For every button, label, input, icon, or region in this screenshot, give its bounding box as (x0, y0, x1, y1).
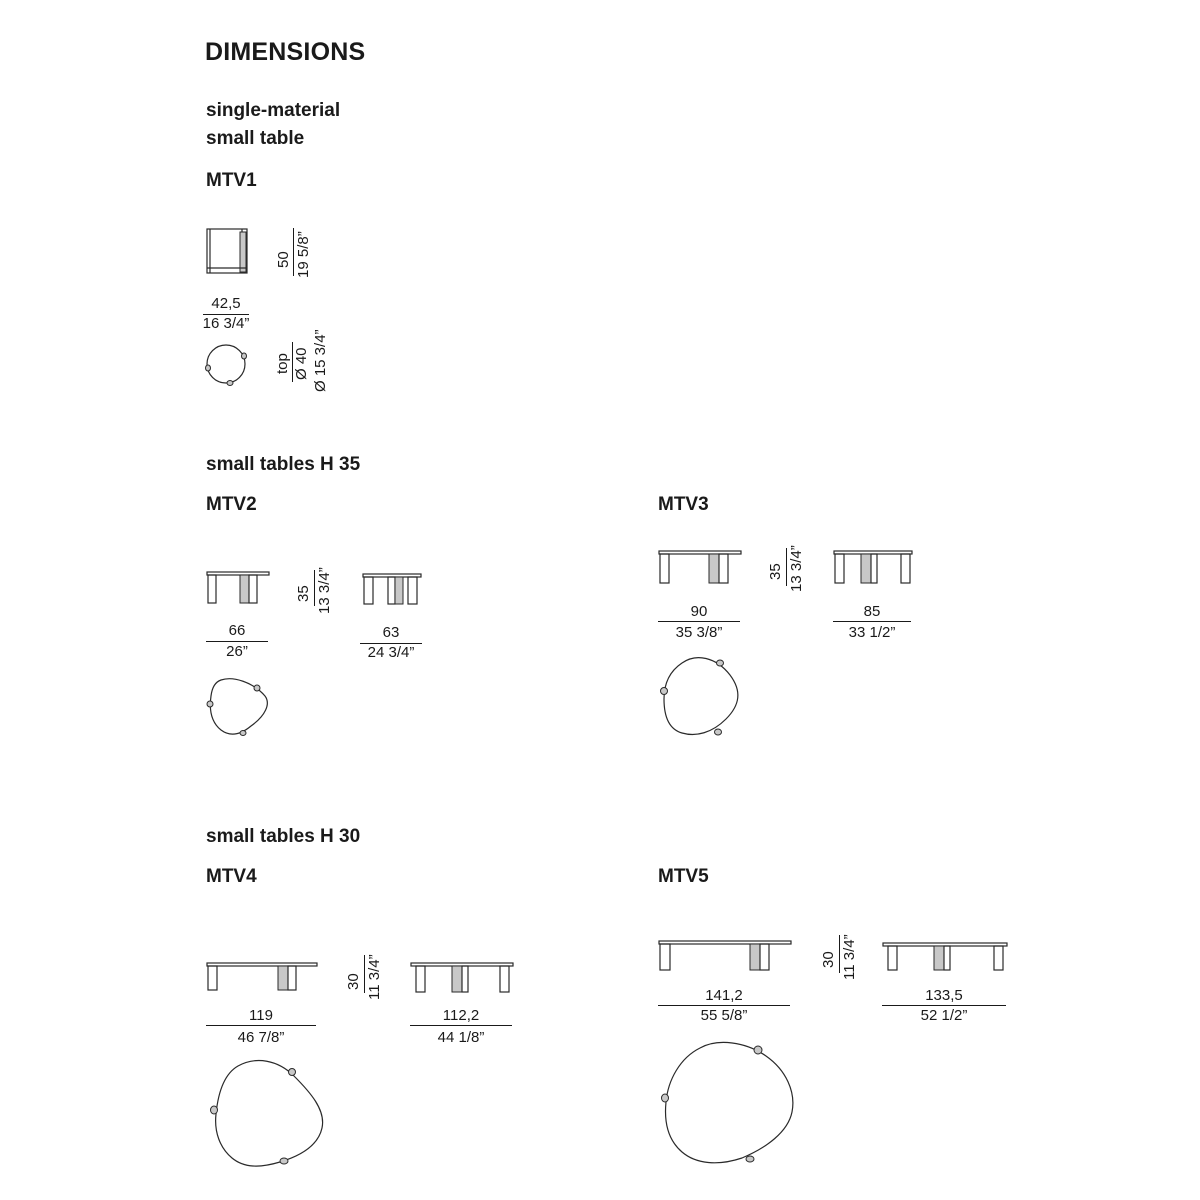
mtv4-height-in: 11 3/4” (366, 954, 383, 1000)
mtv5-top-drawing (656, 1040, 802, 1168)
mtv3-top-drawing (658, 655, 746, 737)
mtv3-height-rule (786, 548, 787, 586)
mtv2-height-rule (314, 570, 315, 606)
mtv2-top-drawing (203, 676, 273, 738)
mtv2-side-drawing (362, 573, 424, 605)
mtv3-front-cm: 90 (690, 603, 708, 620)
mtv3-side-drawing (833, 550, 915, 586)
mtv3-side-rule (833, 621, 911, 622)
mtv5-front-in: 55 5/8” (700, 1007, 748, 1024)
mtv4-front-rule (206, 1025, 316, 1026)
mtv5-side-drawing (882, 942, 1012, 972)
mtv4-front-in: 46 7/8” (237, 1029, 285, 1046)
mtv1-top-cm: Ø 40 (293, 347, 310, 380)
mtv4-height-cm: 30 (345, 973, 362, 990)
mtv5-height-in: 11 3/4” (841, 934, 858, 980)
mtv5-front-cm: 141,2 (705, 987, 743, 1004)
mtv3-side-in: 33 1/2” (848, 624, 896, 641)
mtv5-side-in: 52 1/2” (920, 1007, 968, 1024)
heading-line-1: single-material (206, 100, 341, 121)
mtv2-height-in: 13 3/4” (316, 567, 333, 614)
mtv4-height-rule (364, 955, 365, 993)
mtv4-side-in: 44 1/8” (437, 1029, 485, 1046)
mtv4-front-drawing (206, 962, 320, 992)
mtv5-height-rule (839, 935, 840, 973)
page-title: DIMENSIONS (205, 38, 366, 66)
mtv1-width-cm: 42,5 (211, 295, 241, 312)
section-heading-single (206, 97, 340, 153)
mtv4-side-rule (410, 1025, 512, 1026)
mtv5-side-cm: 133,5 (925, 987, 963, 1004)
mtv5-height-cm: 30 (820, 951, 837, 968)
section-heading-h30: small tables H 30 (206, 826, 361, 847)
mtv2-front-rule (206, 641, 268, 642)
mtv5-front-rule (658, 1005, 790, 1006)
mtv4-top-drawing (204, 1058, 334, 1170)
mtv1-height-rule (293, 228, 294, 276)
model-label-mtv4: MTV4 (206, 866, 257, 887)
mtv4-front-cm: 119 (249, 1007, 273, 1024)
mtv3-side-cm: 85 (863, 603, 881, 620)
model-label-mtv5: MTV5 (658, 866, 709, 887)
mtv1-width-in: 16 3/4” (202, 315, 250, 332)
mtv2-front-drawing (206, 571, 272, 605)
mtv3-front-drawing (658, 550, 744, 586)
mtv2-side-cm: 63 (382, 624, 400, 641)
mtv3-height-in: 13 3/4” (788, 545, 805, 592)
model-label-mtv3: MTV3 (658, 494, 709, 515)
mtv5-front-drawing (658, 940, 794, 972)
model-label-mtv2: MTV2 (206, 494, 257, 515)
mtv1-top-label: top (274, 353, 291, 374)
mtv1-height-in: 19 5/8” (295, 231, 312, 278)
mtv4-side-drawing (410, 962, 516, 994)
mtv2-side-in: 24 3/4” (367, 644, 415, 661)
mtv2-front-cm: 66 (228, 622, 246, 639)
mtv5-side-rule (882, 1005, 1006, 1006)
mtv3-front-rule (658, 621, 740, 622)
mtv2-height-cm: 35 (295, 585, 312, 602)
mtv1-top-in: Ø 15 3/4” (312, 329, 329, 392)
heading-line-2: small table (206, 128, 305, 149)
mtv3-height-cm: 35 (767, 563, 784, 580)
mtv1-height-cm: 50 (275, 251, 292, 268)
mtv2-front-in: 26” (226, 643, 248, 660)
mtv1-top-drawing (204, 342, 252, 388)
mtv4-side-cm: 112,2 (442, 1007, 480, 1024)
mtv1-front-drawing (206, 228, 250, 276)
model-label-mtv1: MTV1 (206, 170, 257, 191)
section-heading-h35: small tables H 35 (206, 454, 361, 475)
mtv3-front-in: 35 3/8” (675, 624, 723, 641)
